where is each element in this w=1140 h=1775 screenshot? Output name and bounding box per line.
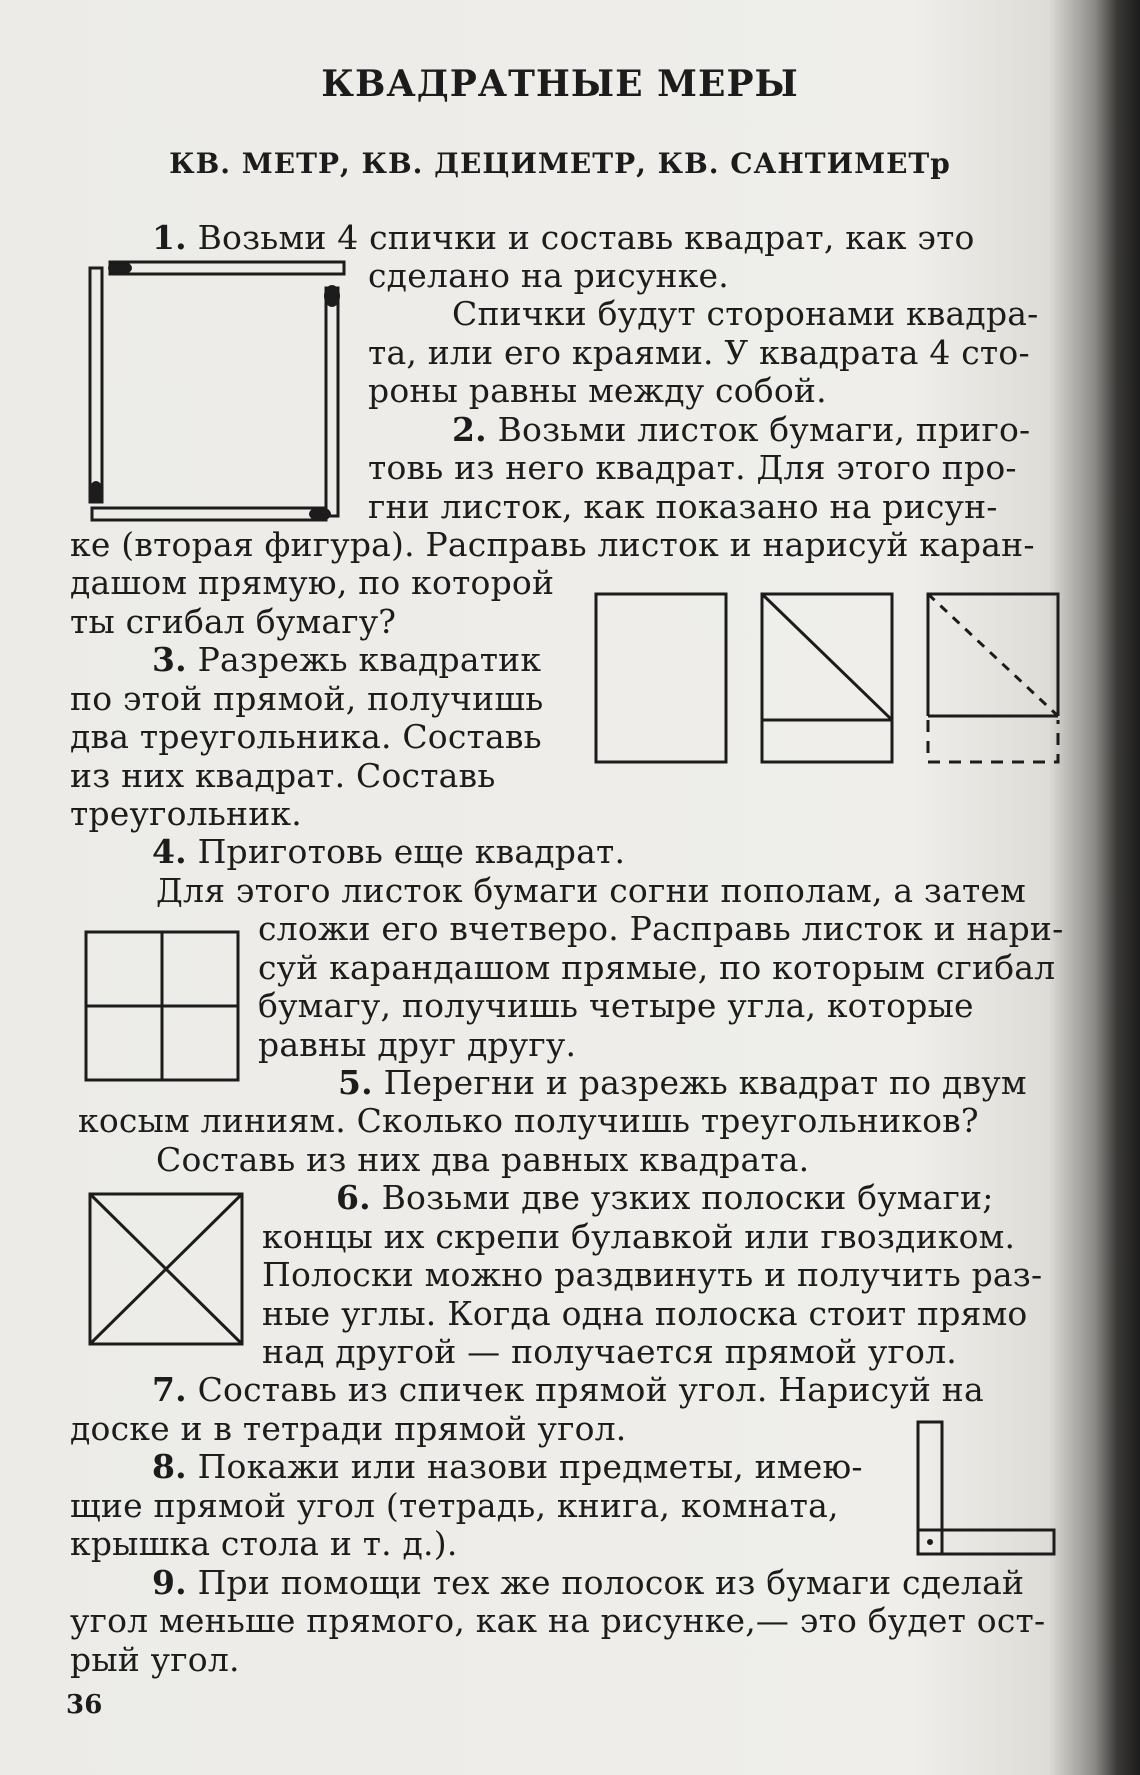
line-text: Покажи или назови предметы, имею-: [197, 1447, 863, 1486]
text-line: над другой — получается прямой угол.: [262, 1332, 957, 1371]
exercise-number: 9.: [152, 1563, 187, 1602]
text-line: по этой прямой, получишь: [70, 679, 544, 718]
text-line: [152, 1564, 1024, 1602]
text-line: рый угол.: [70, 1640, 240, 1679]
line-text: Разрежь квадратик: [197, 640, 542, 679]
exercise-number: 4.: [152, 832, 187, 871]
right-angle-strips-figure: [914, 1418, 1056, 1556]
exercise-number: 5.: [338, 1063, 373, 1102]
text-line: щие прямой угол (тетрадь, книга, комната,: [70, 1486, 839, 1525]
text-line: Для этого листок бумаги согни пополам, а затем: [156, 871, 1027, 910]
text-line: Составь из них два равных квадрата.: [156, 1140, 810, 1179]
line-text: Составь из спичек прямой угол. Нарисуй на: [197, 1370, 984, 1409]
text-line: два треугольника. Составь: [70, 717, 542, 756]
text-line: [152, 833, 625, 871]
text-line: [152, 641, 541, 679]
text-line: ные углы. Когда одна полоска стоит прямо: [262, 1294, 1028, 1333]
text-line: концы их скрепи булавкой или гвоздиком.: [262, 1217, 1016, 1256]
text-line: роны равны между собой.: [368, 371, 827, 410]
text-line: Полоски можно раздвинуть и получить раз-: [262, 1255, 1043, 1294]
line-text: Возьми листок бумаги, приго-: [497, 410, 1031, 449]
text-line: треугольник.: [70, 794, 302, 833]
text-line: [336, 1179, 994, 1217]
text-line: из них квадрат. Составь: [70, 756, 496, 795]
line-text: Возьми 4 спички и составь квадрат, как это: [197, 218, 975, 257]
text-line: [152, 1448, 863, 1486]
page-subtitle: КВ. МЕТР, КВ. ДЕЦИМЕТР, КВ. САНТИМЕТр: [169, 147, 951, 180]
exercise-number: 1.: [152, 218, 187, 257]
line-text: Перегни и разрежь квадрат по двум: [383, 1063, 1027, 1102]
text-line: [452, 411, 1030, 449]
paper-fold-figures: [590, 590, 1060, 770]
text-line: бумагу, получишь четыре угла, которые: [258, 986, 974, 1025]
page-title: КВАДРАТНЫЕ МЕРЫ: [321, 63, 799, 105]
line-text: Возьми две узких полоски бумаги;: [381, 1178, 994, 1217]
page-number: 36: [66, 1690, 103, 1720]
text-line: [152, 219, 975, 257]
text-line: равны друг другу.: [258, 1025, 577, 1064]
line-text: Приготовь еще квадрат.: [197, 832, 626, 871]
text-line: сделано на рисунке.: [368, 256, 729, 295]
text-line: крышка стола и т. д.).: [70, 1524, 458, 1563]
exercise-number: 8.: [152, 1447, 187, 1486]
line-text: При помощи тех же полосок из бумаги сделай: [197, 1563, 1025, 1602]
exercise-number: 6.: [336, 1178, 371, 1217]
text-line: дашом прямую, по которой: [70, 563, 555, 602]
text-line: косым линиям. Сколько получишь треугольников?: [78, 1101, 979, 1140]
quartered-square-figure: [84, 930, 240, 1082]
diagonal-square-figure: [88, 1192, 244, 1346]
text-line: суй карандашом прямые, по которым сгибал: [258, 948, 1056, 987]
text-line: та, или его краями. У квадрата 4 сто-: [368, 333, 1030, 372]
exercise-number: 3.: [152, 640, 187, 679]
text-line: сложи его вчетверо. Расправь листок и нари-: [258, 909, 1064, 948]
exercise-number: 7.: [152, 1370, 187, 1409]
matchstick-square-figure: [86, 258, 356, 528]
text-line: гни листок, как показано на рисун-: [368, 487, 998, 526]
exercise-number: 2.: [452, 410, 487, 449]
text-line: Спички будут сторонами квадра-: [452, 294, 1039, 333]
text-line: [152, 1371, 984, 1409]
text-line: доске и в тетради прямой угол.: [70, 1409, 627, 1448]
text-line: товь из него квадрат. Для этого про-: [368, 448, 1017, 487]
text-line: ке (вторая фигура). Расправь листок и нарисуй каран-: [70, 525, 1035, 564]
text-line: ты сгибал бумагу?: [70, 602, 397, 641]
text-line: угол меньше прямого, как на рисунке,— это будет ост-: [70, 1601, 1046, 1640]
text-line: [338, 1064, 1027, 1102]
